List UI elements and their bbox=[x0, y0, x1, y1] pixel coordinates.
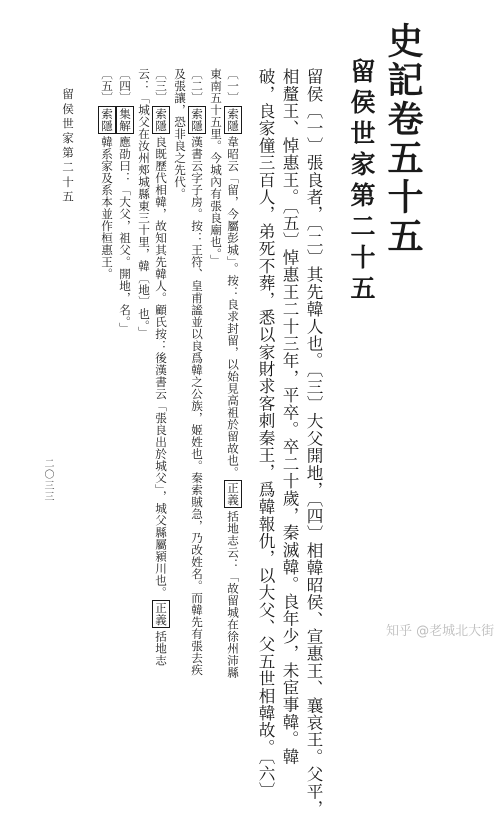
note-index: 〔二〕 bbox=[190, 68, 204, 104]
watermark: 知乎 @老城北大街 bbox=[386, 624, 495, 639]
book-title: 史記卷五十五 bbox=[382, 22, 424, 256]
note-tag-suoyin: 索隱 bbox=[190, 108, 204, 132]
main-text-column-2: 相釐王、悼惠王。〔五〕悼惠王二十三年，平卒。卒二十歲，秦滅韓。良年少，未宦事韓。韓 bbox=[280, 68, 299, 765]
note-column-8 bbox=[100, 68, 116, 628]
note-column-2 bbox=[208, 68, 224, 628]
note-text: 及張讓，恐非良之先代。 bbox=[173, 68, 187, 200]
note-column-6 bbox=[136, 68, 152, 628]
page-number: 二〇三三 bbox=[42, 458, 53, 502]
note-column-5 bbox=[154, 68, 170, 667]
note-column-7 bbox=[118, 68, 134, 628]
note-text: 括地志云：「故留城在徐州沛縣 bbox=[226, 510, 240, 679]
note-column-4 bbox=[172, 68, 188, 628]
note-index: 〔一〕 bbox=[226, 68, 240, 104]
note-index: 〔五〕 bbox=[100, 68, 114, 104]
note-text: 良既歷代相韓，故知其先韓人。顧氏按：後漢書云「張良出於城父」，城父縣屬潁川也。 bbox=[154, 136, 168, 599]
note-text: 應劭曰：「大父，祖父。開地，名。」 bbox=[118, 136, 132, 335]
note-column-3 bbox=[190, 68, 206, 676]
note-tag-zhengyi: 正義 bbox=[226, 482, 240, 507]
note-tag-suoyin: 索隱 bbox=[154, 108, 168, 132]
note-text: 漢書云字子房。按：王符、皇甫謐並以良爲韓之公族，姬姓也。秦索賊急，乃改姓名。而韓先有張去疾 bbox=[190, 136, 204, 676]
note-text: 括地志 bbox=[154, 630, 168, 667]
note-text: 東南五十五里。今城內有張良廟也。」 bbox=[209, 68, 223, 267]
chapter-title: 留侯世家第二十五 bbox=[347, 58, 376, 306]
note-text: 韓系家及系本並作桓惠王。 bbox=[100, 136, 114, 280]
note-column-1 bbox=[226, 68, 242, 679]
footer-chapter-name: 留侯世家第二十五 bbox=[61, 88, 75, 205]
note-text: 云：「城父在汝州郟城縣東三十里，韓〔地〕也。」 bbox=[137, 68, 151, 339]
note-text: 韋昭云「留，今屬彭城」。按：良求封留，以始見高祖於留故也。 bbox=[226, 136, 240, 479]
main-text-column-3: 破，良家僮三百人，弟死不葬，悉以家財求客刺秦王，爲韓報仇，以大父、父五世相韓故。〔六〕 bbox=[256, 68, 275, 800]
note-tag-zhengyi: 正義 bbox=[154, 602, 168, 627]
note-index: 〔四〕 bbox=[118, 68, 132, 104]
note-index: 〔三〕 bbox=[154, 68, 168, 104]
note-tag-jijie: 集解 bbox=[118, 108, 132, 132]
note-tag-suoyin: 索隱 bbox=[226, 108, 240, 132]
main-text-column-1: 留侯〔一〕張良者，〔二〕其先韓人也。〔三〕大父開地，〔四〕相韓昭侯、宣惠王、襄哀王。父平， bbox=[304, 68, 323, 817]
note-tag-suoyin: 索隱 bbox=[100, 108, 114, 132]
